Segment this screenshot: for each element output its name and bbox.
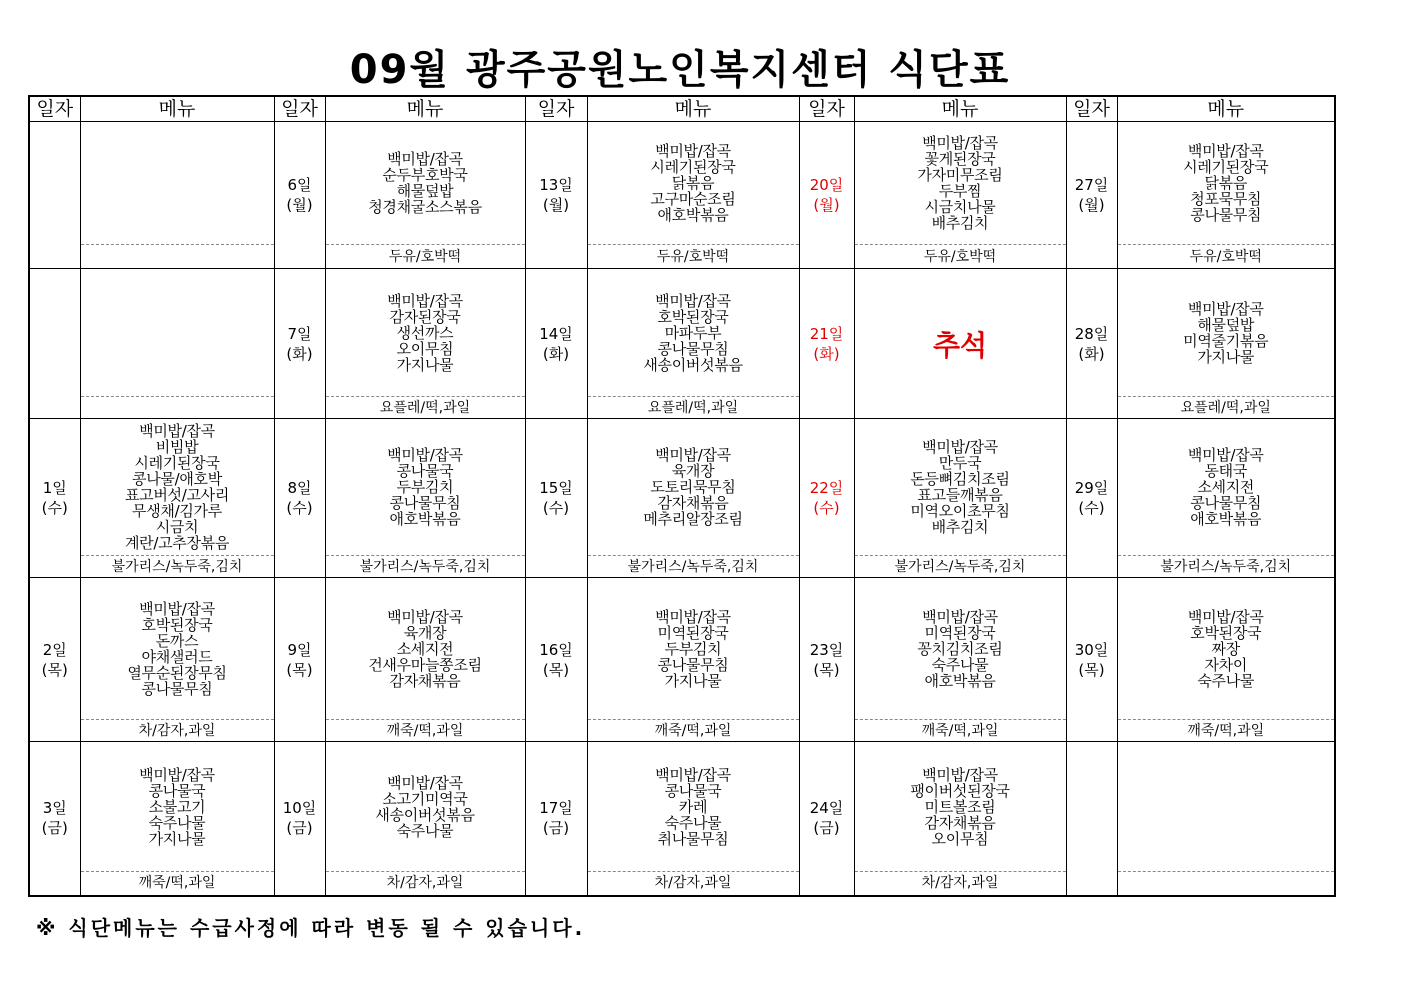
meal-cell [325,578,525,720]
weekday: (수) [542,499,570,517]
menu-item: 시레기된장국 [134,454,220,472]
date-cell [29,122,80,269]
menu-item: 메추리알장조림 [643,510,743,528]
snack-cell: 차/감자,과일 [854,872,1066,896]
menu-item: 백미밥/잡곡 [922,765,998,784]
snack-cell: 차/감자,과일 [325,872,525,896]
menu-item: 백미밥/잡곡 [139,422,215,440]
menu-item: 계란/고추장볶음 [124,534,230,552]
menu-item: 무생채/김가루 [132,502,222,520]
menu-item: 마파두부 [664,323,722,342]
snack-cell: 두유/호박떡 [325,245,525,269]
menu-item: 숙주나물 [148,813,206,832]
day-number: 17일 [539,799,573,818]
menu-item: 백미밥/잡곡 [387,291,463,310]
date-cell [274,269,325,419]
menu-header: 메뉴 [587,96,799,122]
footnote: ※ 식단메뉴는 수급사정에 따라 변동 될 수 있습니다. [36,916,586,940]
weekday: (화) [1078,344,1105,363]
menu-item: 백미밥/잡곡 [655,765,731,784]
snack-cell: 요플레/떡,과일 [1117,397,1335,419]
menu-item: 시금치 [155,518,199,536]
menu-item: 배추김치 [931,518,989,536]
menu-item: 콩나물무침 [657,655,729,674]
weekday: (목) [286,660,313,679]
snack-cell: 불가리스/녹두죽,김치 [587,556,799,578]
day-number: 9일 [287,640,312,659]
snack-row [29,397,1335,419]
menu-item: 두부김치 [396,478,454,496]
menu-item: 콩나물무침 [141,679,213,698]
meal-cell [80,742,274,872]
weekday: (금) [542,819,570,838]
day-number: 13일 [539,176,573,194]
weekday: (목) [813,660,840,679]
menu-item: 꽃게된장국 [924,150,996,168]
day-number: 22일 [809,479,844,497]
snack-cell: 두유/호박떡 [1117,245,1335,269]
menu-item: 백미밥/잡곡 [139,599,215,618]
meal-cell [854,122,1066,245]
day-number: 30일 [1074,640,1109,659]
meal-cell [80,578,274,720]
menu-item: 콩나물무침 [1190,494,1262,512]
menu-item: 백미밥/잡곡 [655,142,731,160]
day-number: 3일 [42,799,67,818]
weekday: (월) [813,196,840,214]
weekday: (금) [286,819,313,838]
weekday: (목) [542,660,570,679]
menu-item: 백미밥/잡곡 [655,446,731,464]
menu-item: 숙주나물 [396,821,454,840]
menu-header: 메뉴 [854,96,1066,122]
menu-item: 닭볶음 [1204,174,1248,192]
snack-cell: 불가리스/녹두죽,김치 [1117,556,1335,578]
day-number: 20일 [809,176,844,194]
menu-item: 백미밥/잡곡 [922,607,998,626]
menu-item: 콩나물국 [148,781,206,800]
date-cell [525,578,587,742]
menu-item: 자차이 [1204,655,1248,674]
menu-item: 시레기된장국 [650,158,736,176]
menu-item: 표고들깨볶음 [917,486,1003,504]
date-cell [29,269,80,419]
date-cell [1066,578,1117,742]
date-cell [29,419,80,578]
date-cell [1066,419,1117,578]
weekday: (월) [1078,196,1105,214]
weekday: (금) [41,819,68,838]
menu-item: 애호박볶음 [389,510,461,528]
menu-item: 닭볶음 [671,174,715,192]
day-number: 24일 [809,799,844,818]
weekday: (화) [813,344,840,363]
day-number: 10일 [282,799,317,818]
date-cell [799,419,854,578]
date-cell [274,578,325,742]
menu-item: 동태국 [1204,462,1248,480]
day-number: 8일 [287,479,312,497]
menu-item: 백미밥/잡곡 [387,607,463,626]
snack-cell: 두유/호박떡 [854,245,1066,269]
weekday: (화) [542,344,570,363]
menu-item: 배추김치 [931,214,989,232]
day-number: 21일 [809,324,844,343]
menu-body [29,122,1335,896]
meal-row [29,269,1335,397]
date-cell [525,419,587,578]
menu-item: 콩나물/애호박 [132,470,222,488]
menu-item: 비빔밥 [155,438,199,456]
snack-cell: 깨죽/떡,과일 [325,720,525,742]
meal-cell [587,742,799,872]
menu-item: 백미밥/잡곡 [387,150,463,168]
weekday: (월) [542,196,570,214]
menu-item: 팽이버섯된장국 [910,781,1010,800]
menu-item: 해물덮밥 [1197,315,1255,334]
date-cell [29,578,80,742]
menu-item: 백미밥/잡곡 [1187,446,1264,464]
menu-item: 미역된장국 [924,623,996,642]
menu-item: 콩나물국 [664,781,722,800]
meal-cell [1117,742,1335,872]
menu-item: 백미밥/잡곡 [387,446,463,464]
menu-item: 백미밥/잡곡 [1187,299,1264,318]
menu-item: 숙주나물 [664,813,722,832]
menu-item: 취나물무침 [657,829,729,848]
day-header: 일자 [274,96,325,122]
menu-item: 소불고기 [148,797,206,816]
weekday: (목) [1078,660,1105,679]
meal-cell [854,419,1066,556]
menu-item: 카레 [678,797,708,816]
menu-item: 미역된장국 [657,623,729,642]
meal-cell [587,269,799,397]
day-number: 28일 [1074,324,1109,343]
menu-item: 콩나물무침 [1190,206,1262,224]
menu-item: 콩나물무침 [389,494,461,512]
weekday: (수) [1078,499,1105,517]
meal-cell [854,578,1066,720]
menu-item: 생선까스 [396,323,454,342]
snack-cell: 불가리스/녹두죽,김치 [854,556,1066,578]
menu-item: 건새우마늘쫑조림 [368,655,482,674]
snack-cell: 불가리스/녹두죽,김치 [325,556,525,578]
menu-item: 미트볼조림 [924,797,996,816]
date-cell [799,269,854,419]
menu-item: 청포묵무침 [1190,190,1262,208]
menu-item: 호박된장국 [1190,623,1262,642]
meal-cell [325,122,525,245]
snack-cell [1117,872,1335,896]
menu-item: 시금치나물 [924,198,996,216]
menu-item: 감자채볶음 [389,671,461,690]
snack-cell: 요플레/떡,과일 [325,397,525,419]
weekday: (목) [41,660,68,679]
menu-item: 소고기미역국 [382,789,468,808]
menu-item: 감자채볶음 [924,813,996,832]
menu-item: 애호박볶음 [924,671,996,690]
weekday: (월) [286,196,313,214]
date-cell [1066,269,1117,419]
day-number: 7일 [287,324,312,343]
date-cell [274,419,325,578]
menu-item: 애호박볶음 [657,206,729,224]
menu-item: 백미밥/잡곡 [387,773,463,792]
snack-cell: 깨죽/떡,과일 [1117,720,1335,742]
meal-cell [1117,122,1335,245]
weekday: (수) [286,499,313,517]
menu-item: 숙주나물 [931,655,989,674]
menu-item: 오이무침 [396,339,454,358]
day-number: 6일 [287,176,312,194]
menu-item: 두부김치 [664,639,722,658]
snack-cell: 깨죽/떡,과일 [854,720,1066,742]
menu-item: 돈등뼈김치조림 [910,470,1010,488]
menu-item: 백미밥/잡곡 [139,765,215,784]
meal-cell [325,269,525,397]
menu-item: 백미밥/잡곡 [655,607,731,626]
menu-item: 육개장 [671,462,715,480]
snack-cell [80,245,274,269]
menu-item: 콩나물국 [396,462,454,480]
menu-header: 메뉴 [80,96,274,122]
meal-cell [1117,419,1335,556]
menu-item: 짜장 [1211,639,1240,658]
menu-table [28,95,1336,897]
menu-item: 두부찜 [938,182,982,200]
day-number: 15일 [539,479,573,497]
menu-item: 가지나물 [1197,347,1255,366]
menu-item: 소세지전 [1197,478,1255,496]
menu-item: 새송이버섯볶음 [375,805,475,824]
day-header: 일자 [1066,96,1117,122]
date-cell [799,122,854,269]
snack-cell: 두유/호박떡 [587,245,799,269]
date-cell [799,578,854,742]
meal-cell [854,742,1066,872]
date-cell [274,742,325,896]
menu-item: 숙주나물 [1197,671,1255,690]
day-number: 1일 [42,479,67,497]
date-cell [29,742,80,896]
menu-item: 미역오이초무침 [910,502,1010,520]
menu-item: 열무순된장무침 [127,663,227,682]
menu-item: 애호박볶음 [1190,510,1262,528]
menu-item: 호박된장국 [141,615,213,634]
menu-item: 소세지전 [396,639,454,658]
day-header: 일자 [799,96,854,122]
menu-item: 새송이버섯볶음 [643,355,743,374]
date-cell [799,742,854,896]
snack-row [29,556,1335,578]
day-number: 27일 [1074,176,1109,194]
meal-row [29,419,1335,556]
menu-item: 가지나물 [396,355,454,374]
menu-item: 야채샐러드 [141,647,213,666]
menu-item: 도토리묵무침 [650,478,736,496]
menu-item: 시레기된장국 [1183,158,1269,176]
date-cell [525,122,587,269]
snack-cell: 깨죽/떡,과일 [80,872,274,896]
snack-cell: 깨죽/떡,과일 [587,720,799,742]
day-number: 14일 [539,324,573,343]
weekday: (수) [813,499,840,517]
meal-cell [325,419,525,556]
menu-item: 미역줄기볶음 [1183,331,1269,350]
menu-item: 고구마순조림 [650,190,736,208]
meal-cell [80,122,274,245]
meal-cell [1117,578,1335,720]
menu-item: 돈까스 [155,631,199,650]
menu-item: 육개장 [403,623,447,642]
menu-item: 해물덮밥 [396,182,454,200]
weekday: (화) [286,344,313,363]
date-cell [525,742,587,896]
weekday: (금) [813,819,840,838]
meal-cell [587,122,799,245]
day-number: 16일 [539,640,573,659]
page-title: 09월 광주공원노인복지센터 식단표 [349,47,1011,93]
snack-row [29,720,1335,742]
day-number: 29일 [1074,479,1109,497]
menu-item: 감자된장국 [389,307,461,326]
menu-item: 백미밥/잡곡 [922,438,998,456]
snack-cell: 요플레/떡,과일 [587,397,799,419]
day-number: 2일 [42,640,67,659]
menu-item: 감자채볶음 [657,494,729,512]
meal-cell [325,742,525,872]
day-header: 일자 [525,96,587,122]
snack-cell: 차/감자,과일 [80,720,274,742]
snack-row [29,872,1335,896]
meal-cell [1117,269,1335,397]
menu-item: 가지나물 [664,671,722,690]
header-row [29,96,1335,122]
menu-item: 만두국 [938,454,982,472]
menu-item: 오이무침 [931,829,989,848]
day-header: 일자 [29,96,80,122]
menu-item: 순두부호박국 [382,166,468,184]
meal-row [29,578,1335,720]
date-cell [525,269,587,419]
menu-item: 콩나물무침 [657,339,729,358]
snack-cell: 불가리스/녹두죽,김치 [80,556,274,578]
meal-cell [587,578,799,720]
menu-item: 백미밥/잡곡 [1187,607,1264,626]
menu-item: 백미밥/잡곡 [1187,142,1264,160]
snack-cell [80,397,274,419]
meal-cell [80,419,274,556]
weekday: (수) [41,499,68,517]
date-cell [274,122,325,269]
menu-item: 청경채굴소스볶음 [368,198,482,216]
menu-item: 표고버섯/고사리 [124,486,230,504]
day-number: 23일 [809,640,844,659]
meal-cell [80,269,274,397]
holiday-label: 추석 [854,269,1066,419]
menu-header: 메뉴 [1117,96,1335,122]
menu-header: 메뉴 [325,96,525,122]
snack-row [29,245,1335,269]
meal-row [29,122,1335,245]
menu-item: 백미밥/잡곡 [655,291,731,310]
date-cell [1066,122,1117,269]
menu-item: 가자미무조림 [917,166,1003,184]
menu-item: 꽁치김치조림 [917,639,1003,658]
meal-row [29,742,1335,872]
menu-item: 백미밥/잡곡 [922,134,998,152]
meal-cell [587,419,799,556]
snack-cell: 차/감자,과일 [587,872,799,896]
menu-item: 가지나물 [148,829,206,848]
menu-item: 호박된장국 [657,307,729,326]
date-cell [1066,742,1117,896]
